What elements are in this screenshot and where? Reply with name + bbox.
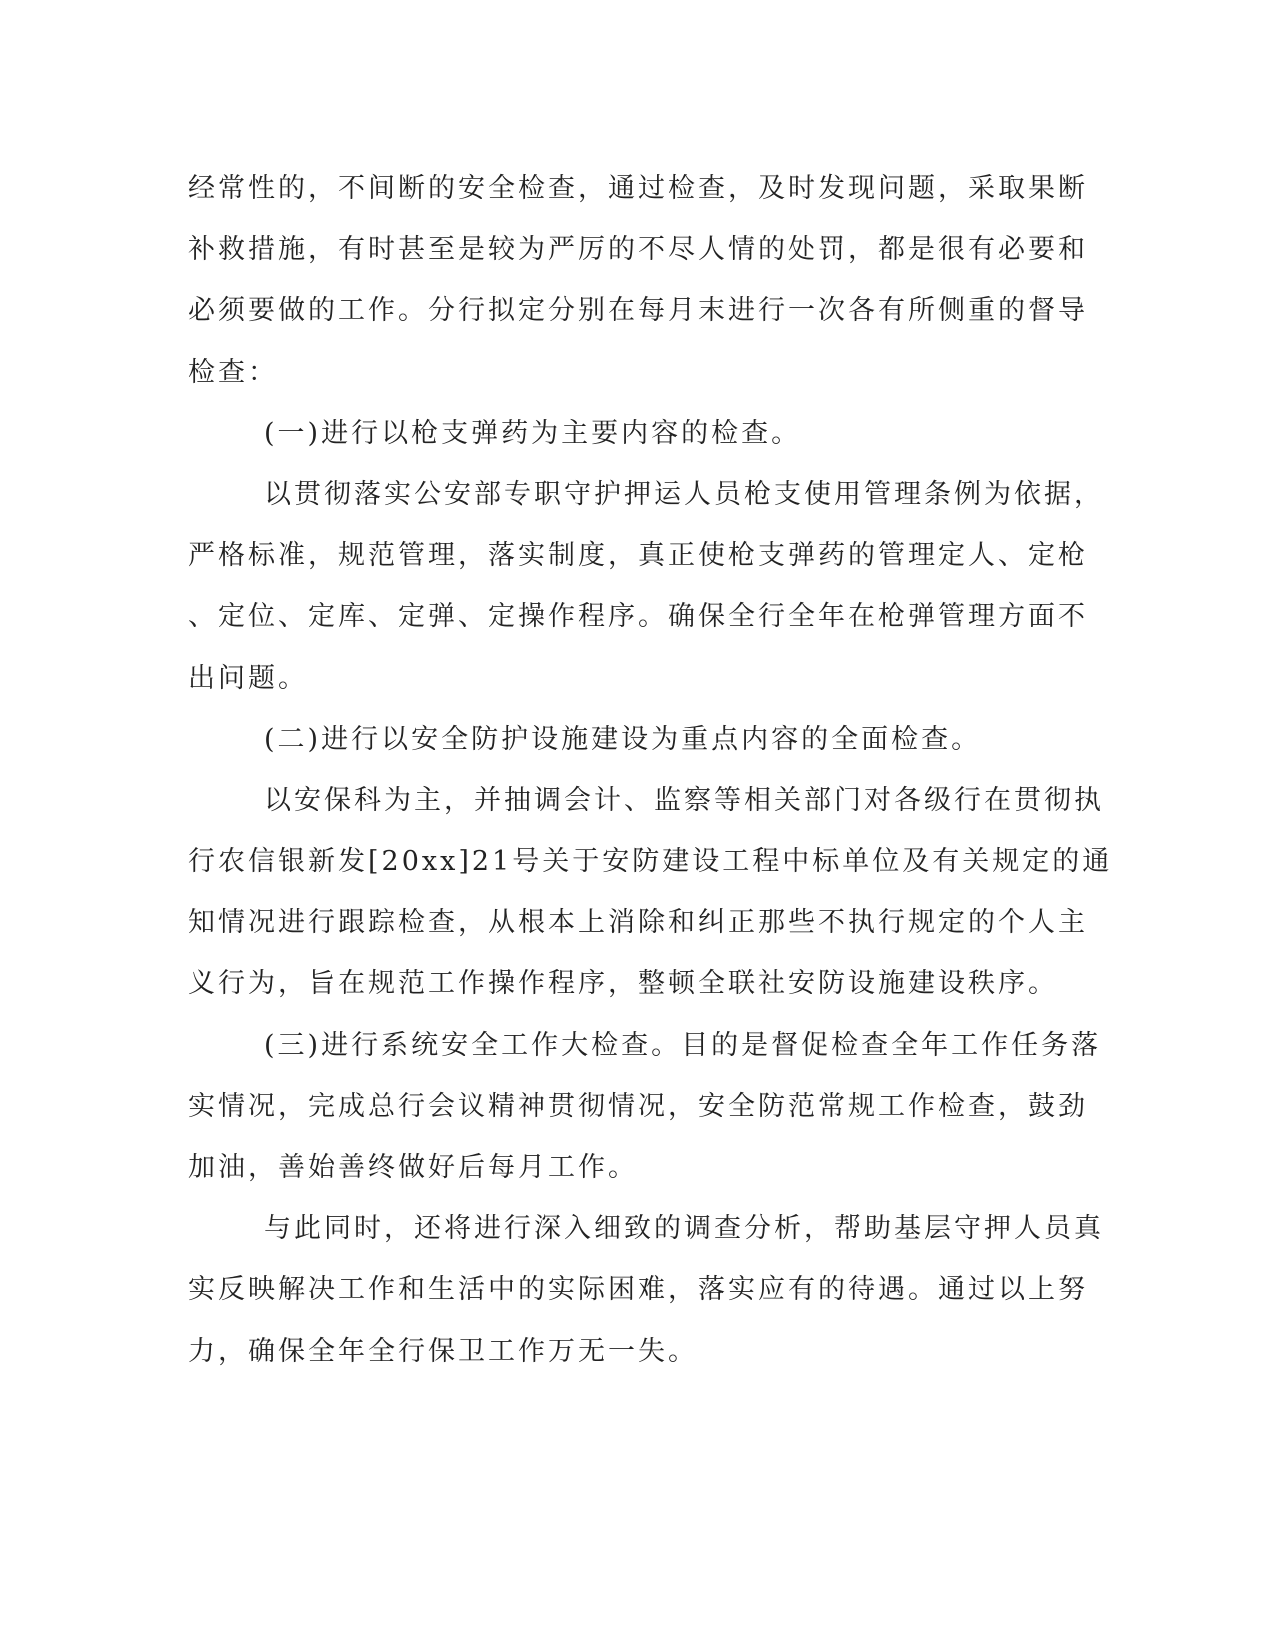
text-line: 实反映解决工作和生活中的实际困难，落实应有的待遇。通过以上努 bbox=[188, 1274, 1088, 1306]
text-line: 加油，善始善终做好后每月工作。 bbox=[188, 1152, 638, 1183]
text-line: 与此同时，还将进行深入细致的调查分析，帮助基层守押人员真 bbox=[264, 1213, 1104, 1245]
text-line: 实情况，完成总行会议精神贯彻情况，安全防范常规工作检查，鼓劲 bbox=[188, 1090, 1088, 1122]
text-line: 必须要做的工作。分行拟定分别在每月末进行一次各有所侧重的督导 bbox=[188, 295, 1088, 327]
text-line: 以安保科为主，并抽调会计、监察等相关部门对各级行在贯彻执 bbox=[264, 784, 1104, 816]
text-line: 以贯彻落实公安部专职守护押运人员枪支使用管理条例为依据， bbox=[264, 478, 1104, 510]
text-line: 经常性的，不间断的安全检查，通过检查，及时发现问题，采取果断 bbox=[188, 173, 1088, 204]
text-line: 检查： bbox=[188, 356, 278, 388]
section-heading-3: (三)进行系统安全工作大检查。目的是督促检查全年工作任务落 bbox=[264, 1029, 1102, 1061]
text-line: 、定位、定库、定弹、定操作程序。确保全行全年在枪弹管理方面不 bbox=[188, 601, 1088, 633]
section-heading-1: (一)进行以枪支弹药为主要内容的检查。 bbox=[264, 417, 802, 449]
text-line: 知情况进行跟踪检查，从根本上消除和纠正那些不执行规定的个人主 bbox=[188, 907, 1088, 939]
text-line: 出问题。 bbox=[188, 662, 308, 694]
text-line: 力，确保全年全行保卫工作万无一失。 bbox=[188, 1335, 698, 1367]
text-line: 严格标准，规范管理，落实制度，真正使枪支弹药的管理定人、定枪 bbox=[188, 540, 1088, 572]
section-heading-2: (二)进行以安全防护设施建设为重点内容的全面检查。 bbox=[264, 723, 982, 755]
text-line: 行农信银新发[20xx]21号关于安防建设工程中标单位及有关规定的通 bbox=[188, 846, 1113, 878]
body-text bbox=[188, 158, 1113, 1382]
text-line: 补救措施，有时甚至是较为严厉的不尽人情的处罚，都是很有必要和 bbox=[188, 234, 1088, 266]
text-line: 义行为，旨在规范工作操作程序，整顿全联社安防设施建设秩序。 bbox=[188, 968, 1058, 1000]
